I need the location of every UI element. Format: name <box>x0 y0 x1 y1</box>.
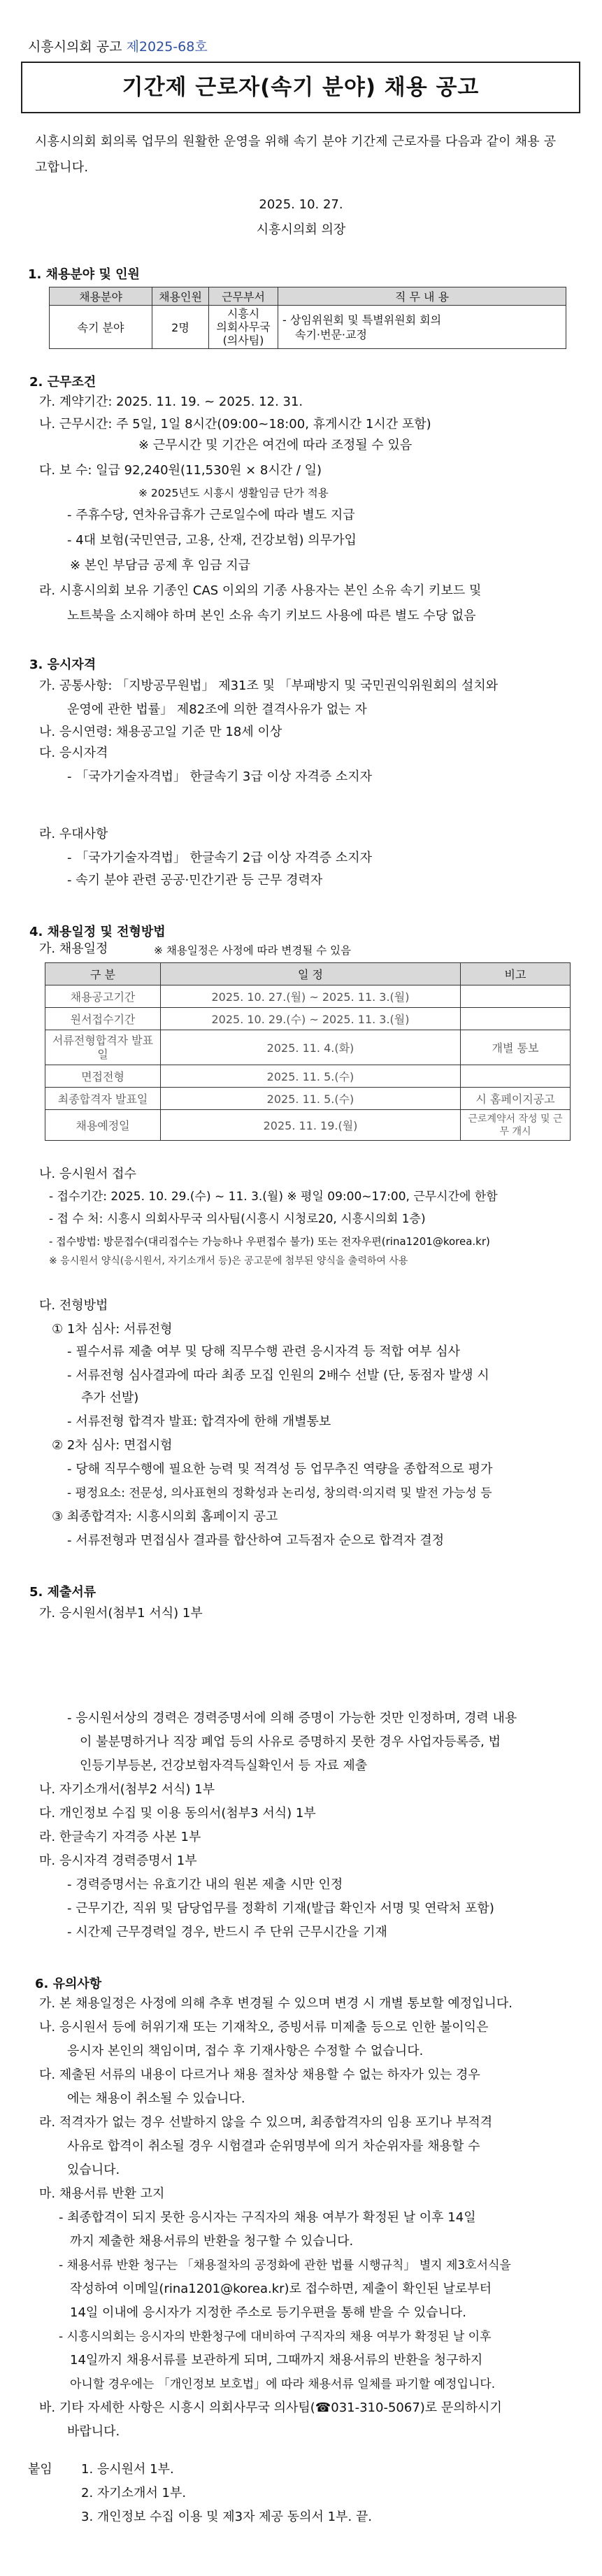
recruit-header-count: 채용인원 <box>152 287 209 306</box>
recruit-header-dept: 근무부서 <box>209 287 278 306</box>
schedule-date: 2025. 10. 27.(월) ~ 2025. 11. 3.(월) <box>161 985 461 1008</box>
selection-line: - 필수서류 제출 여부 및 당해 직무수행 관련 응시자격 등 적합 여부 심사 <box>67 1344 461 1359</box>
section-5-heading: 5. 제출서류 <box>29 1585 96 1600</box>
schedule-note <box>461 985 571 1008</box>
document-line: 라. 한글속기 자격증 사본 1부 <box>39 1830 201 1844</box>
work-line: ※ 본인 부담금 공제 후 임금 지급 <box>70 558 251 573</box>
work-line: 노트북을 소지해야 하며 본인 소유 속기 키보드 사용에 따른 별도 수당 없음 <box>67 609 476 623</box>
qual-line: 가. 공통사항: 「지방공무원법」 제31조 및 「부패방지 및 국민권익위원회의 설치와 <box>39 678 499 693</box>
table-row <box>45 1110 571 1141</box>
notice-line: - 시흥시의회는 응시자의 반환청구에 대비하여 구직자의 채용 여부가 확정된 날 이후 <box>59 2330 492 2344</box>
notice-header <box>28 36 208 55</box>
selection-line: ③ 최종합격자: 시흥시의회 홈페이지 공고 <box>52 1509 278 1524</box>
schedule-note: 시 홈페이지공고 <box>461 1088 571 1110</box>
attachment-item: 2. 자기소개서 1부. <box>81 2486 187 2500</box>
qual-line: - 「국가기술자격법」 한글속기 3급 이상 자격증 소지자 <box>67 769 373 784</box>
qual-line: 라. 우대사항 <box>39 827 108 841</box>
document-line: 가. 응시원서(첨부1 서식) 1부 <box>39 1606 203 1621</box>
notice-line: 있습니다. <box>67 2163 120 2177</box>
table-row <box>45 985 571 1008</box>
notice-number: 제2025-68호 <box>126 39 208 55</box>
section-3-heading: 3. 응시자격 <box>29 657 96 672</box>
selection-line: ② 2차 심사: 면접시험 <box>52 1438 173 1453</box>
application-line: - 접수방법: 방문접수(대리접수는 가능하나 우편접수 불가) 또는 전자우편(rina1201@korea.kr) <box>49 1235 490 1248</box>
notice-line: 14일까지 채용서류를 보관하게 되며, 그때까지 채용서류의 반환을 청구하지 <box>70 2353 483 2368</box>
schedule-header-category: 구 분 <box>45 963 161 985</box>
recruit-table <box>49 287 566 349</box>
section-4-heading: 4. 채용일정 및 전형방법 <box>29 925 166 939</box>
schedule-header-date: 일 정 <box>161 963 461 985</box>
table-row <box>45 1088 571 1110</box>
document-line: 인등기부등본, 건강보험자격득실확인서 등 자료 제출 <box>80 1758 368 1773</box>
schedule-date: 2025. 11. 19.(월) <box>161 1110 461 1141</box>
work-line: 라. 시흥시의회 보유 기종인 CAS 이외의 기종 사용자는 본인 소유 속기 키보드 및 <box>39 583 482 598</box>
table-row <box>50 306 566 349</box>
notice-line: 라. 적격자가 없는 경우 선발하지 않을 수 있으며, 최종합격자의 임용 포기나 부적격 <box>39 2115 493 2130</box>
schedule-date: 2025. 11. 5.(수) <box>161 1065 461 1088</box>
work-line: 나. 근무시간: 주 5일, 1일 8시간(09:00~18:00, 휴게시간 1시간 포함) <box>39 417 431 432</box>
notice-line: 14일 이내에 응시자가 지정한 주소로 등기우편을 통해 받을 수 있습니다. <box>70 2305 466 2320</box>
table-row <box>45 1008 571 1030</box>
recruit-field: 속기 분야 <box>50 306 152 349</box>
work-line: - 주휴수당, 연차유급휴가 근로일수에 따라 별도 지급 <box>67 508 355 522</box>
work-line: 다. 보 수: 일급 92,240원(11,530원 × 8시간 / 일) <box>39 463 322 478</box>
schedule-subheading: 가. 채용일정 <box>39 941 108 956</box>
selection-line: - 당해 직무수행에 필요한 능력 및 적격성 등 업무추진 역량을 종합적으로 평가 <box>67 1462 493 1476</box>
selection-line: - 서류전형과 면접심사 결과를 합산하여 고득점자 순으로 합격자 결정 <box>67 1533 445 1548</box>
recruit-count: 2명 <box>152 306 209 349</box>
application-line: ※ 응시원서 양식(응시원서, 자기소개서 등)은 공고문에 첨부된 양식을 출력하여 사용 <box>49 1255 408 1267</box>
org-label: 시흥시의회 공고 <box>28 39 122 55</box>
attachment-item: 3. 개인정보 수집 이용 및 제3자 제공 동의서 1부. 끝. <box>81 2510 372 2524</box>
page-title: 기간제 근로자(속기 분야) 채용 공고 <box>21 62 580 113</box>
section-1-heading: 1. 채용분야 및 인원 <box>28 267 140 282</box>
recruit-dept <box>209 306 278 349</box>
schedule-note: ※ 채용일정은 사정에 따라 변경될 수 있음 <box>154 944 352 957</box>
recruit-duty-line: - 상임위원회 및 특별위원회 회의 <box>282 313 442 327</box>
schedule-label: 서류전형합격자 발표일 <box>45 1030 161 1065</box>
qual-line: - 속기 분야 관련 공공·민간기관 등 근무 경력자 <box>67 873 323 888</box>
qual-line: 다. 응시자격 <box>39 746 108 760</box>
selection-line: 다. 전형방법 <box>39 1298 108 1313</box>
work-line: ※ 근무시간 및 기간은 여건에 따라 조정될 수 있음 <box>138 438 413 453</box>
schedule-header-note: 비고 <box>461 963 571 985</box>
document-line: - 응시원서상의 경력은 경력증명서에 의해 증명이 가능한 것만 인정하며, 경력 내용 <box>67 1711 517 1725</box>
recruit-header-duty: 직 무 내 용 <box>278 287 566 306</box>
intro-text: 시흥시의회 회의록 업무의 원활한 운영을 위해 속기 분야 기간제 근로자를 다음과 같이 채용 공고합니다. <box>35 134 557 175</box>
notice-line: 아니할 경우에는 「개인정보 보호법」에 따라 채용서류 일체를 파기할 예정입니다. <box>70 2377 496 2391</box>
notice-line: 나. 응시원서 등에 허위기재 또는 기재착오, 증빙서류 미제출 등으로 인한 불이익은 <box>39 2020 489 2035</box>
schedule-label: 채용예정일 <box>45 1110 161 1141</box>
section-2-heading: 2. 근무조건 <box>29 375 96 390</box>
notice-signer: 시흥시의회 의장 <box>256 222 346 237</box>
notice-line: 가. 본 채용일정은 사정에 의해 추후 변경될 수 있으며 변경 시 개별 통보할 예정입니다. <box>39 1996 513 2011</box>
document-line: - 근무기간, 직위 및 담당업무를 정확히 기재(발급 확인자 서명 및 연락처 포함) <box>67 1901 494 1916</box>
document-line: - 경력증명서는 유효기간 내의 원본 제출 시만 인정 <box>67 1877 343 1892</box>
table-row <box>45 1065 571 1088</box>
notice-line: 바. 기타 자세한 사항은 시흥시 의회사무국 의사팀(☎031-310-5067)로 문의하시기 <box>39 2400 502 2415</box>
table-row <box>45 1030 571 1065</box>
schedule-date: 2025. 10. 29.(수) ~ 2025. 11. 3.(월) <box>161 1008 461 1030</box>
schedule-date: 2025. 11. 4.(화) <box>161 1030 461 1065</box>
attachment-item: 1. 응시원서 1부. <box>81 2462 174 2477</box>
recruit-dept-line: (의사팀) <box>222 334 264 347</box>
notice-line: 에는 채용이 취소될 수 있습니다. <box>67 2091 245 2106</box>
schedule-label: 채용공고기간 <box>45 985 161 1008</box>
document-line: 다. 개인정보 수집 및 이용 동의서(첨부3 서식) 1부 <box>39 1806 316 1821</box>
notice-line: 바랍니다. <box>67 2424 120 2439</box>
section-6-heading: 6. 유의사항 <box>35 1977 102 1991</box>
notice-line: 마. 채용서류 반환 고지 <box>39 2186 165 2201</box>
notice-date: 2025. 10. 27. <box>259 197 343 212</box>
selection-line: - 평정요소: 전문성, 의사표현의 정확성과 논리성, 창의력·의지력 및 발전 가능성 등 <box>67 1486 492 1500</box>
schedule-note: 근로계약서 작성 및 근무 개시 <box>461 1110 571 1141</box>
schedule-label: 최종합격자 발표일 <box>45 1088 161 1110</box>
recruit-dept-line: 시흥시 <box>227 307 260 320</box>
schedule-table <box>45 962 571 1141</box>
schedule-note <box>461 1008 571 1030</box>
selection-line: - 서류전형 합격자 발표: 합격자에 한해 개별통보 <box>67 1414 331 1429</box>
notice-line: 까지 제출한 채용서류의 반환을 청구할 수 있습니다. <box>70 2234 354 2249</box>
qual-line: - 「국가기술자격법」 한글속기 2급 이상 자격증 소지자 <box>67 851 373 865</box>
document-line: - 시간제 근무경력일 경우, 반드시 주 단위 근무시간을 기재 <box>67 1925 387 1940</box>
recruit-duty-line: 속기·번문·교정 <box>295 327 367 341</box>
qual-line: 나. 응시연령: 채용공고일 기준 만 18세 이상 <box>39 725 282 739</box>
application-line: - 접수기간: 2025. 10. 29.(수) ~ 11. 3.(월) ※ 평일 09:00~17:00, 근무시간에 한함 <box>49 1190 498 1204</box>
notice-line: - 최종합격이 되지 못한 응시자는 구직자의 채용 여부가 확정된 날 이후 14일 <box>59 2210 476 2225</box>
schedule-label: 원서접수기간 <box>45 1008 161 1030</box>
application-line: - 접 수 처: 시흥시 의회사무국 의사팀(시흥시 시청로20, 시흥시의회 1층) <box>49 1212 426 1226</box>
work-line: 가. 계약기간: 2025. 11. 19. ~ 2025. 12. 31. <box>39 394 303 409</box>
document-line: 이 불분명하거나 직장 폐업 등의 사유로 증명하지 못한 경우 사업자등록증, 법 <box>80 1735 501 1749</box>
selection-line: 추가 선발) <box>81 1390 139 1405</box>
recruit-header-field: 채용분야 <box>50 287 152 306</box>
schedule-note <box>461 1065 571 1088</box>
schedule-note: 개별 통보 <box>461 1030 571 1065</box>
document-line: 마. 응시자격 경력증명서 1부 <box>39 1853 197 1868</box>
document-line: 나. 자기소개서(첨부2 서식) 1부 <box>39 1782 215 1797</box>
schedule-date: 2025. 11. 5.(수) <box>161 1088 461 1110</box>
notice-line: 응시자 본인의 책임이며, 접수 후 기재사항은 수정할 수 없습니다. <box>67 2044 424 2058</box>
recruit-dept-line: 의회사무국 <box>216 320 271 334</box>
selection-line: ① 1차 심사: 서류전형 <box>52 1322 173 1337</box>
application-line: 나. 응시원서 접수 <box>39 1167 136 1181</box>
notice-line: 사유로 합격이 취소될 경우 시험결과 순위명부에 의거 차순위자를 채용할 수 <box>67 2139 480 2154</box>
work-line: ※ 2025년도 시흥시 생활임금 단가 적용 <box>138 487 329 499</box>
attachments-label: 붙임 <box>28 2462 52 2477</box>
recruit-duty <box>278 306 566 349</box>
qual-line: 운영에 관한 법률」 제82조에 의한 결격사유가 없는 자 <box>67 702 367 717</box>
notice-line: - 채용서류 반환 청구는 「채용절차의 공정화에 관한 법률 시행규칙」 별지 제3호서식을 <box>59 2258 511 2272</box>
notice-line: 작성하여 이메일(rina1201@korea.kr)로 접수하면, 제출이 확인된 날로부터 <box>70 2282 492 2296</box>
notice-line: 다. 제출된 서류의 내용이 다르거나 채용 절차상 채용할 수 없는 하자가 있는 경우 <box>39 2068 480 2082</box>
work-line: - 4대 보험(국민연금, 고용, 산재, 건강보험) 의무가입 <box>67 533 357 548</box>
schedule-label: 면접전형 <box>45 1065 161 1088</box>
selection-line: - 서류전형 심사결과에 따라 최종 모집 인원의 2배수 선발 (단, 동점자 발생 시 <box>67 1368 489 1383</box>
